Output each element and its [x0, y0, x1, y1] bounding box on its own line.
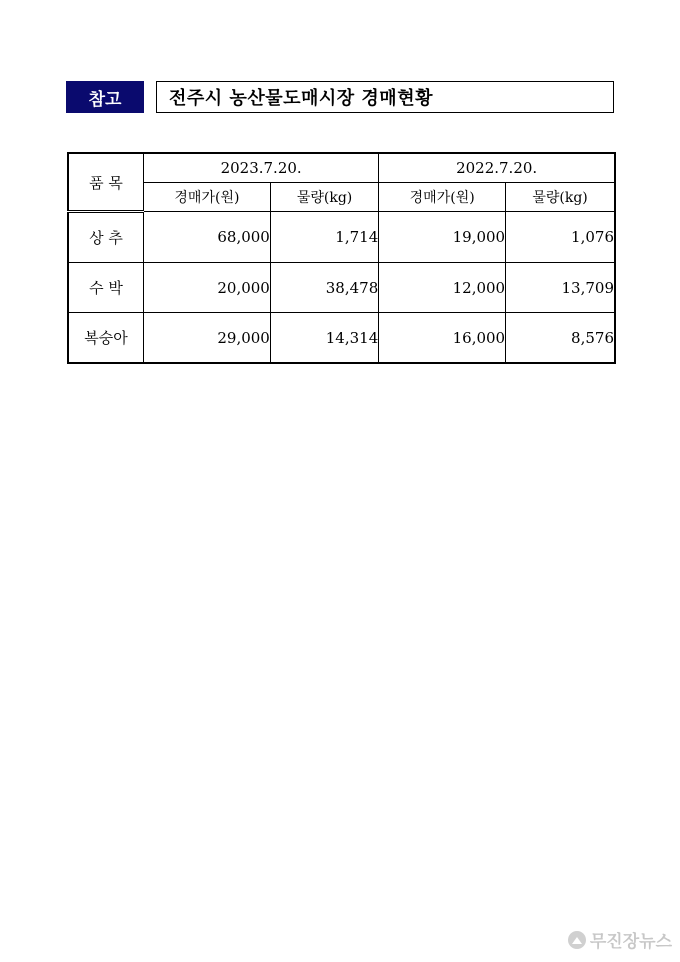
cell-value: 1,714: [270, 212, 378, 263]
cell-value: 38,478: [270, 263, 378, 313]
cell-value: 19,000: [379, 212, 506, 263]
table-header-row: [68, 153, 615, 183]
table-row: [68, 263, 615, 313]
cell-value: 1,076: [506, 212, 615, 263]
table-row: [68, 313, 615, 364]
cell-value: 20,000: [144, 263, 271, 313]
reference-label: 참고: [66, 81, 144, 113]
auction-table: [67, 152, 616, 364]
page-title: [156, 81, 614, 113]
row-name: 수 박: [68, 263, 144, 313]
cell-value: 68,000: [144, 212, 271, 263]
date-header-2022: 2022.7.20.: [379, 153, 615, 183]
table-row: [68, 212, 615, 263]
subheader-price-2022: 경매가(원): [379, 183, 506, 212]
table-subheader-row: [68, 183, 615, 212]
subheader-volume-2023: 물량(kg): [270, 183, 378, 212]
row-name: 복숭아: [68, 313, 144, 364]
cell-value: 13,709: [506, 263, 615, 313]
date-header-2023: 2023.7.20.: [144, 153, 379, 183]
watermark-logo-icon: [568, 931, 586, 949]
watermark: [568, 927, 672, 952]
item-header: 품 목: [68, 153, 144, 212]
cell-value: 16,000: [379, 313, 506, 364]
cell-value: 12,000: [379, 263, 506, 313]
watermark-text: 무진장뉴스: [589, 932, 672, 952]
subheader-volume-2022: 물량(kg): [506, 183, 615, 212]
subheader-price-2023: 경매가(원): [144, 183, 271, 212]
row-name: 상 추: [68, 212, 144, 263]
cell-value: 14,314: [270, 313, 378, 364]
cell-value: 29,000: [144, 313, 271, 364]
page-title-text: 전주시 농산물도매시장 경매현황: [169, 88, 433, 109]
cell-value: 8,576: [506, 313, 615, 364]
